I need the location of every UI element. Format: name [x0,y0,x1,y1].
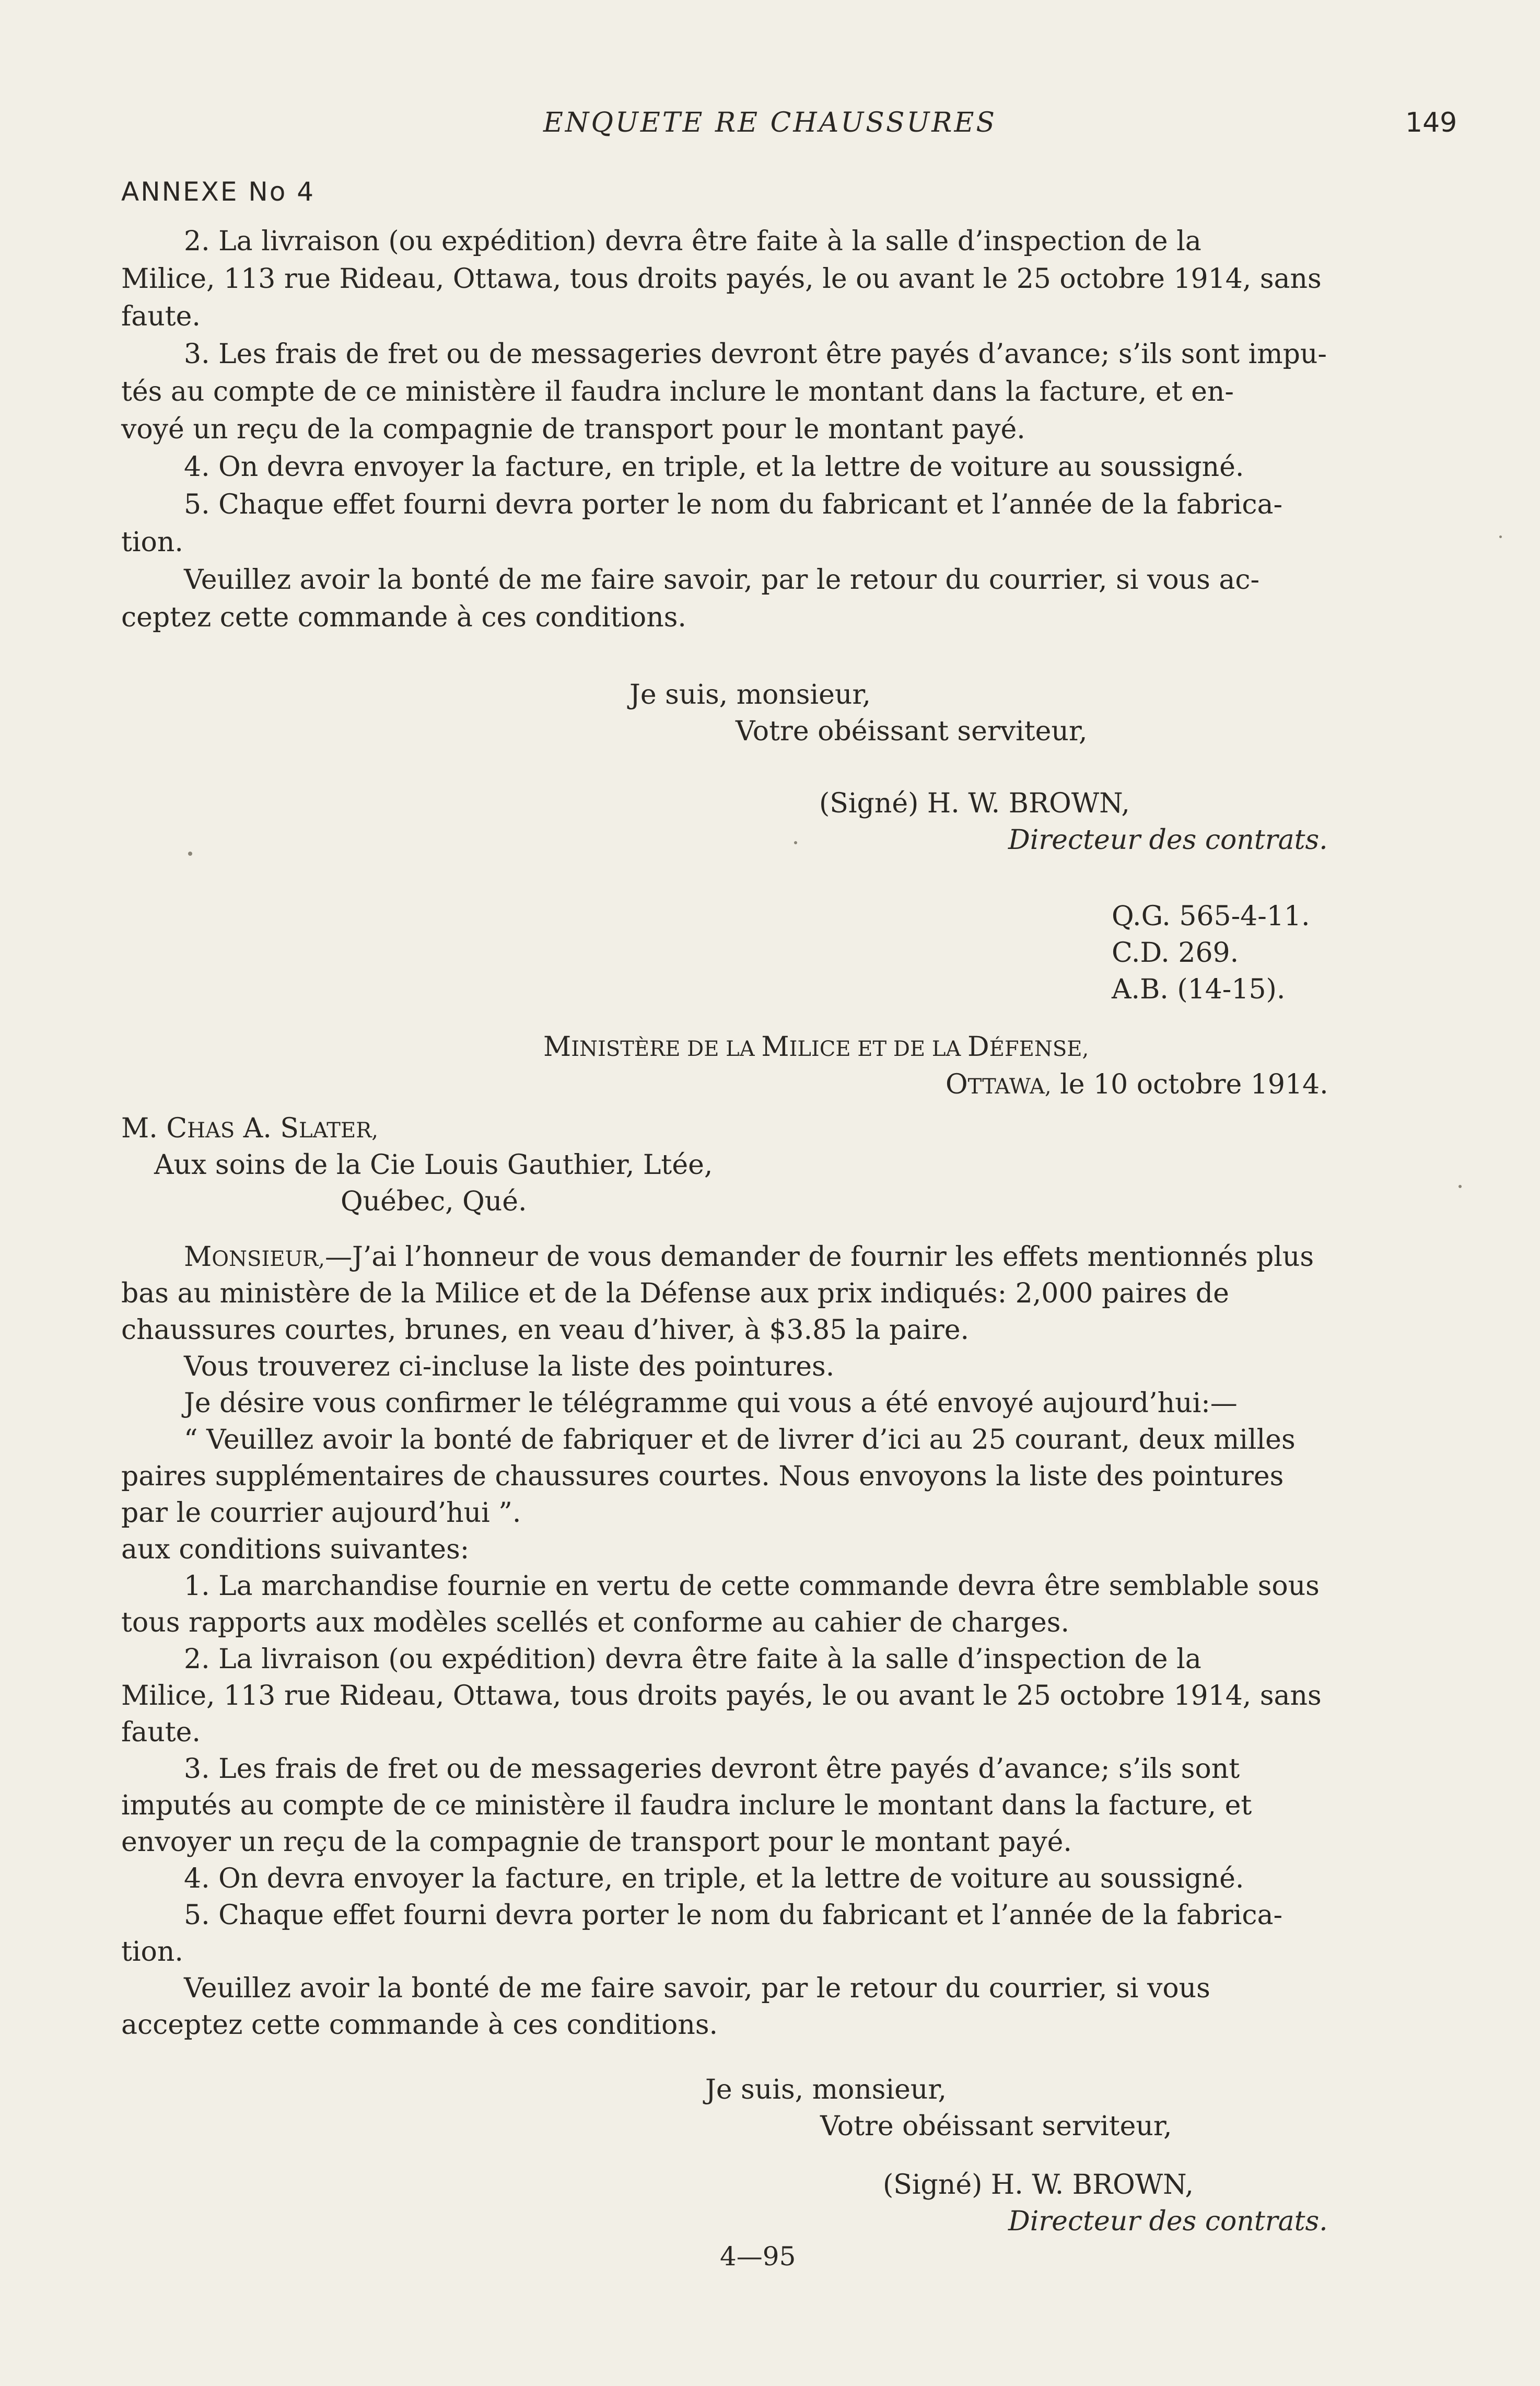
signature: (Signé) H. W. BROWN, [883,2169,1194,2201]
closing-line: Je suis, monsieur, [705,2074,947,2105]
annex-label: ANNEXE No 4 [121,177,316,207]
reference-line: C.D. 269. [1112,937,1239,969]
text-line: 1. La marchandise fournie en vertu de cette commande devra être semblable sous [184,1570,1320,1602]
text-line: voyé un reçu de la compagnie de transport pour le montant payé. [121,414,1025,445]
closing-line: Votre obéissant serviteur, [820,2111,1172,2142]
print-speck [1459,1185,1462,1188]
text-line: faute. [121,1717,201,1748]
text-line: paires supplémentaires de chaussures courtes. Nous envoyons la liste des pointures [121,1461,1284,1492]
text-line: 3. Les frais de fret ou de messageries devront être payés d’avance; s’ils sont [184,1753,1240,1785]
reference-line: A.B. (14-15). [1112,974,1286,1005]
text-line: aux conditions suivantes: [121,1534,470,1565]
signer-title: Directeur des contrats. [1008,824,1328,856]
addressee-line: M. CHAS A. SLATER, [121,1113,379,1144]
text-line: Veuillez avoir la bonté de me faire savoir, par le retour du courrier, si vous [184,1973,1210,2004]
running-title: ENQUETE RE CHAUSSURES [543,107,997,138]
text-line: 2. La livraison (ou expédition) devra être faite à la salle d’inspection de la [184,226,1201,257]
page-number: 149 [1405,107,1457,138]
closing-line: Je suis, monsieur, [629,679,871,711]
text-line: imputés au compte de ce ministère il faudra inclure le montant dans la facture, et [121,1790,1252,1821]
text-line: tés au compte de ce ministère il faudra inclure le montant dans la facture, et en- [121,376,1234,408]
text-line: 3. Les frais de fret ou de messageries devront être payés d’avance; s’ils sont impu- [184,339,1327,370]
text-line: Milice, 113 rue Rideau, Ottawa, tous droits payés, le ou avant le 25 octobre 1914, sans [121,263,1322,295]
text-line: tion. [121,527,183,558]
date-line: OTTAWA, le 10 octobre 1914. [946,1069,1328,1100]
closing-line: Votre obéissant serviteur, [736,716,1088,747]
text-line: ceptez cette commande à ces conditions. [121,602,686,633]
ministry-line: MINISTÈRE DE LA MILICE ET DE LA DÉFENSE, [543,1031,1089,1063]
text-line: tion. [121,1936,183,1968]
addressee-line: Québec, Qué. [341,1186,527,1217]
signature: (Signé) H. W. BROWN, [819,788,1130,819]
text-line: faute. [121,301,201,332]
print-speck [794,841,797,844]
text-line: envoyer un reçu de la compagnie de transport pour le montant payé. [121,1826,1072,1858]
salutation-line: MONSIEUR,—J’ai l’honneur de vous demander de fournir les effets mentionnés plus [184,1241,1314,1273]
signer-title: Directeur des contrats. [1008,2206,1328,2237]
print-speck [188,852,192,856]
text-line: 4. On devra envoyer la facture, en triple, et la lettre de voiture au soussigné. [184,1863,1244,1894]
text-line: 4. On devra envoyer la facture, en triple, et la lettre de voiture au soussigné. [184,451,1244,483]
text-line: 5. Chaque effet fourni devra porter le nom du fabricant et l’année de la fabrica- [184,489,1283,520]
text-line: bas au ministère de la Milice et de la Défense aux prix indiqués: 2,000 paires de [121,1278,1229,1309]
addressee-line: Aux soins de la Cie Louis Gauthier, Ltée, [154,1149,713,1181]
sheet-code: 4—95 [720,2241,796,2272]
text-line: Milice, 113 rue Rideau, Ottawa, tous droits payés, le ou avant le 25 octobre 1914, sans [121,1680,1322,1712]
text-line: Veuillez avoir la bonté de me faire savoir, par le retour du courrier, si vous ac- [184,564,1260,596]
reference-line: Q.G. 565-4-11. [1112,901,1310,932]
text-line: Je désire vous confirmer le télégramme qui vous a été envoyé aujourd’hui:— [184,1388,1238,1419]
text-line: “ Veuillez avoir la bonté de fabriquer et de livrer d’ici au 25 courant, deux milles [184,1424,1296,1456]
text-line: tous rapports aux modèles scellés et conforme au cahier de charges. [121,1607,1069,1638]
text-line: acceptez cette commande à ces conditions. [121,2009,718,2041]
text-line: par le courrier aujourd’hui ”. [121,1497,521,1529]
print-speck [1499,536,1502,538]
text-line: 5. Chaque effet fourni devra porter le nom du fabricant et l’année de la fabrica- [184,1900,1283,1931]
text-line: Vous trouverez ci-incluse la liste des pointures. [184,1351,835,1382]
text-line: chaussures courtes, brunes, en veau d’hiver, à $3.85 la paire. [121,1314,970,1346]
text-line: 2. La livraison (ou expédition) devra être faite à la salle d’inspection de la [184,1644,1201,1675]
